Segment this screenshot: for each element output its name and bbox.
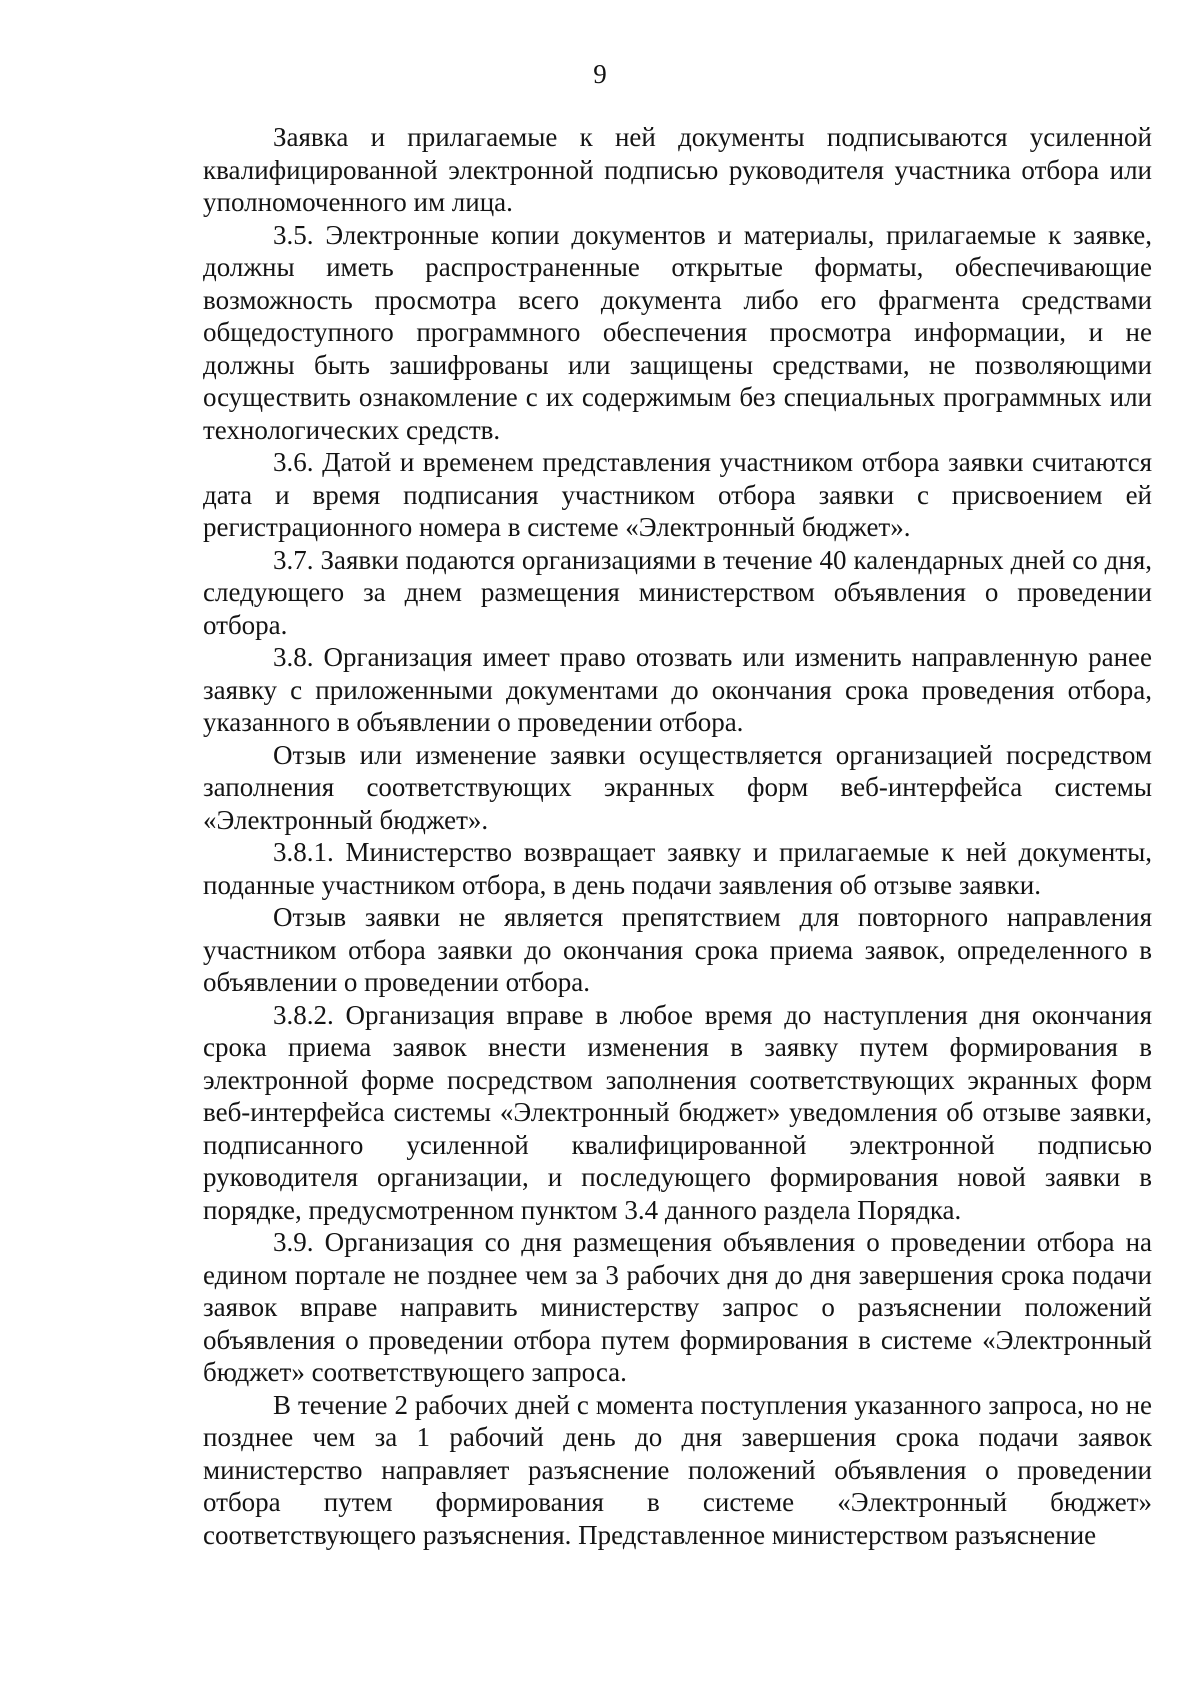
paragraph-withdrawal-not-obstacle: Отзыв заявки не является препятствием для повторного направления участником отбора заявки до окончания срока приема заявок, определенного в объявлении о проведении отбора. xyxy=(203,902,1152,997)
paragraph-signature: Заявка и прилагаемые к ней документы подписываются усиленной квалифицированной электронной подписью руководителя участника отбора или уполномоченного им лица. xyxy=(203,122,1152,217)
paragraph-withdrawal-procedure: Отзыв или изменение заявки осуществляется организацией посредством заполнения соответствующих экранных форм веб-интерфейса системы «Электронный бюджет». xyxy=(203,739,1152,835)
page-number: 9 xyxy=(593,59,607,89)
paragraph-3-8-1: 3.8.1. Министерство возвращает заявку и прилагаемые к ней документы, поданные участником отбора, в день подачи заявления об отзыве заявки. xyxy=(203,837,1152,900)
paragraph-3-8-2: 3.8.2. Организация вправе в любое время до наступления дня окончания срока приема заявок внести изменения в заявку путем формирования в электронной форме посредством заполнения соответствующих экранных форм веб-интерфейса системы «Электронный бюджет» уведомления об отзыве заявки, подписанного усиленной квалифицированной электронной подписью руководителя организации, и последующего формирования новой заявки в порядке, предусмотренном пунктом 3.4 данного раздела Порядка. xyxy=(203,999,1152,1225)
paragraph-clarification-response: В течение 2 рабочих дней с момента поступления указанного запроса, но не позднее чем за 1 рабочий день до дня завершения срока подачи заявок министерство направляет разъяснение положений объявления о проведении отбора путем формирования в системе «Электронный бюджет» соответствующего разъяснения. Представленное министерством разъяснение xyxy=(203,1389,1152,1550)
paragraph-3-8: 3.8. Организация имеет право отозвать или изменить направленную ранее заявку с приложенными документами до окончания срока проведения отбора, указанного в объявлении о проведении отбора. xyxy=(203,642,1152,737)
paragraph-3-6: 3.6. Датой и временем представления участником отбора заявки считаются дата и время подписания участником отбора заявки с присвоением ей регистрационного номера в системе «Электронный бюджет». xyxy=(203,447,1152,542)
paragraph-3-9: 3.9. Организация со дня размещения объявления о проведении отбора на едином портале не позднее чем за 3 рабочих дня до дня завершения срока подачи заявок вправе направить министерству запрос о разъяснении положений объявления о проведении отбора путем формирования в системе «Электронный бюджет» соответствующего запроса. xyxy=(203,1227,1152,1387)
paragraph-3-5: 3.5. Электронные копии документов и материалы, прилагаемые к заявке, должны иметь распространенные открытые форматы, обеспечивающие возможность просмотра всего документа либо его фрагмента средствами общедоступного программного обеспечения просмотра информации, и не должны быть зашифрованы или защищены средствами, не позволяющими осуществить ознакомление с их содержимым без специальных программных или технологических средств. xyxy=(203,219,1152,445)
document-body xyxy=(203,121,1152,1551)
paragraph-3-7: 3.7. Заявки подаются организациями в течение 40 календарных дней со дня, следующего за днем размещения министерством объявления о проведении отбора. xyxy=(203,544,1152,640)
